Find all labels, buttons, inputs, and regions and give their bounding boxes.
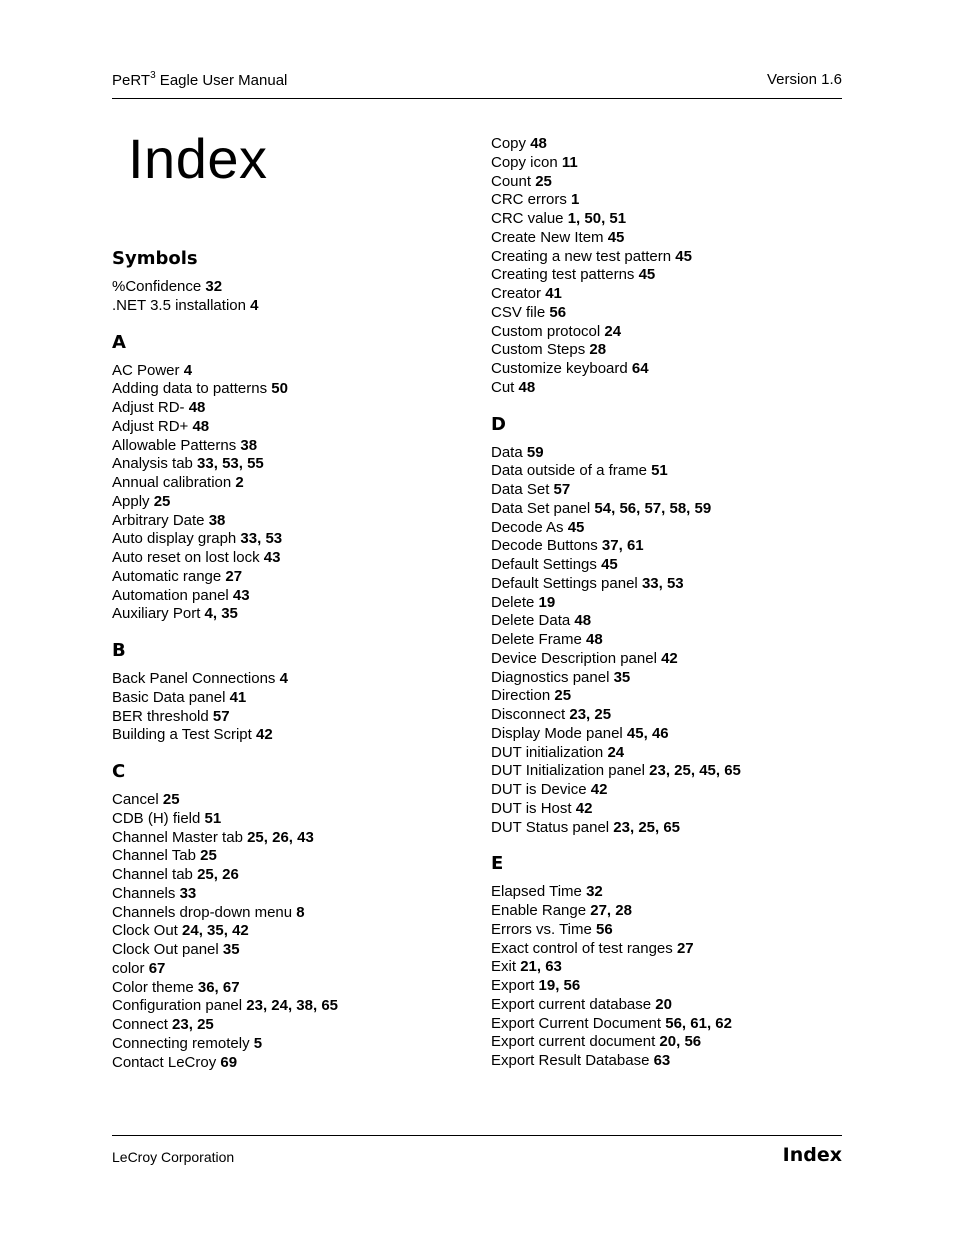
index-entry bbox=[491, 173, 851, 192]
index-term: CRC errors bbox=[491, 191, 567, 209]
index-term: DUT Initialization panel bbox=[491, 762, 645, 780]
index-entry bbox=[112, 362, 472, 381]
index-page-refs: 42 bbox=[575, 799, 593, 817]
index-entry bbox=[491, 996, 851, 1015]
index-term: CDB (H) field bbox=[112, 809, 201, 827]
index-section bbox=[491, 135, 851, 398]
index-entry bbox=[491, 612, 851, 631]
index-page-refs: 41 bbox=[545, 285, 562, 302]
index-section bbox=[491, 853, 851, 1071]
index-page-refs: 23, 25 bbox=[172, 1016, 214, 1033]
index-page-refs: 43 bbox=[232, 586, 250, 604]
index-term: Decode Buttons bbox=[491, 537, 598, 555]
index-term: Analysis tab bbox=[112, 455, 193, 473]
page-title: Index bbox=[128, 127, 268, 190]
index-page-refs: 1 bbox=[571, 191, 580, 209]
index-page-refs: 48 bbox=[518, 378, 536, 396]
index-page-refs: 19, 56 bbox=[538, 977, 581, 994]
index-term: Arbitrary Date bbox=[112, 511, 205, 529]
index-term: Data Set bbox=[491, 481, 550, 498]
index-entry bbox=[491, 500, 851, 519]
section-heading: E bbox=[491, 853, 504, 875]
index-term: Count bbox=[491, 172, 532, 190]
index-entry bbox=[112, 829, 472, 848]
index-page-refs: 48 bbox=[574, 612, 592, 630]
index-term: Export Current Document bbox=[491, 1014, 662, 1032]
index-page-refs: 38 bbox=[240, 436, 258, 454]
index-page-refs: 67 bbox=[148, 959, 166, 977]
index-entry bbox=[491, 940, 851, 959]
index-term: Color theme bbox=[112, 978, 194, 996]
index-term: Channels drop-down menu bbox=[112, 903, 293, 921]
index-term: BER threshold bbox=[112, 707, 209, 725]
index-term: Annual calibration bbox=[112, 474, 232, 491]
index-term: Channel tab bbox=[112, 866, 193, 883]
index-term: Channel Tab bbox=[112, 847, 196, 865]
index-term: Back Panel Connections bbox=[112, 670, 276, 687]
index-term: Delete bbox=[491, 593, 535, 611]
index-entry bbox=[491, 744, 851, 763]
index-page-refs: 64 bbox=[631, 360, 649, 377]
index-entry bbox=[491, 781, 851, 800]
index-page-refs: 4, 35 bbox=[204, 605, 238, 623]
index-page-refs: 25 bbox=[153, 492, 171, 510]
index-entry bbox=[112, 885, 472, 904]
index-term: Channels bbox=[112, 884, 176, 902]
index-entry bbox=[491, 1015, 851, 1034]
index-entry bbox=[491, 762, 851, 781]
index-page-refs: 57 bbox=[553, 481, 571, 498]
index-page-refs: 20 bbox=[655, 995, 672, 1013]
index-term: Data Set panel bbox=[491, 499, 591, 517]
index-entry bbox=[112, 474, 472, 493]
index-entry bbox=[112, 512, 472, 531]
index-entry bbox=[491, 883, 851, 902]
index-entry bbox=[491, 725, 851, 744]
index-entry bbox=[491, 706, 851, 725]
index-section bbox=[491, 414, 851, 838]
index-page-refs: 56, 61, 62 bbox=[665, 1014, 732, 1032]
index-page-refs: 23, 25, 45, 65 bbox=[649, 762, 741, 780]
index-page-refs: 23, 24, 38, 65 bbox=[246, 997, 339, 1015]
index-page-refs: 33, 53 bbox=[641, 574, 684, 592]
index-page-refs: 48 bbox=[586, 631, 603, 648]
index-page-refs: 43 bbox=[263, 549, 281, 566]
index-term: Data bbox=[491, 443, 523, 461]
index-term: Delete Frame bbox=[491, 631, 582, 648]
index-page-refs: 33 bbox=[179, 884, 197, 902]
index-page-refs: 51 bbox=[651, 462, 668, 480]
index-entry bbox=[491, 537, 851, 556]
index-entry bbox=[491, 1033, 851, 1052]
index-page-refs: 63 bbox=[653, 1052, 671, 1069]
index-page-refs: 4 bbox=[279, 670, 288, 687]
index-term: Cancel bbox=[112, 791, 159, 808]
index-entry bbox=[491, 650, 851, 669]
index-entry bbox=[491, 687, 851, 706]
version-label: Version 1.6 bbox=[766, 71, 842, 88]
index-section bbox=[112, 640, 472, 745]
index-page-refs: 25 bbox=[535, 172, 552, 190]
index-term: DUT is Host bbox=[491, 799, 572, 817]
index-term: Channel Master tab bbox=[112, 828, 243, 846]
index-term: Clock Out bbox=[112, 922, 178, 940]
index-entry bbox=[491, 631, 851, 650]
index-entry bbox=[491, 556, 851, 575]
index-entry bbox=[491, 519, 851, 538]
index-term: Allowable Patterns bbox=[112, 436, 237, 454]
index-page-refs: 23, 25, 65 bbox=[613, 818, 681, 836]
index-page-refs: 69 bbox=[220, 1053, 238, 1071]
index-page-refs: 48 bbox=[192, 417, 210, 435]
index-term: Automatic range bbox=[112, 567, 222, 585]
index-entry bbox=[491, 341, 851, 360]
index-page-refs: 25, 26, 43 bbox=[247, 828, 314, 846]
index-term: Errors vs. Time bbox=[491, 920, 592, 938]
index-entry bbox=[112, 587, 472, 606]
index-term: Data outside of a frame bbox=[491, 462, 647, 480]
index-term: Automation panel bbox=[112, 586, 229, 604]
index-section bbox=[112, 761, 472, 1072]
index-term: Creator bbox=[491, 285, 542, 302]
index-page-refs: 48 bbox=[188, 399, 206, 416]
index-entry bbox=[112, 979, 472, 998]
index-entry bbox=[112, 549, 472, 568]
index-entry bbox=[491, 977, 851, 996]
index-page-refs: 35 bbox=[222, 941, 240, 958]
index-column-left bbox=[112, 248, 472, 1088]
index-entry bbox=[491, 304, 851, 323]
section-heading: A bbox=[112, 331, 126, 353]
index-term: Export current database bbox=[491, 995, 652, 1013]
index-term: Create New Item bbox=[491, 228, 604, 246]
index-entry bbox=[491, 229, 851, 248]
index-term: Export bbox=[491, 977, 535, 994]
index-entry bbox=[112, 380, 472, 399]
index-entry bbox=[491, 135, 851, 154]
index-page-refs: 50 bbox=[271, 380, 288, 398]
index-page-refs: 20, 56 bbox=[659, 1033, 702, 1051]
index-term: CSV file bbox=[491, 303, 546, 321]
index-term: Custom Steps bbox=[491, 341, 586, 359]
index-term: Connect bbox=[112, 1016, 168, 1033]
index-page-refs: 51 bbox=[204, 809, 222, 827]
index-page-refs: 56 bbox=[596, 920, 613, 938]
section-heading: Symbols bbox=[112, 248, 198, 269]
index-term: .NET 3.5 installation bbox=[112, 296, 246, 314]
index-page-refs: 57 bbox=[212, 707, 230, 725]
index-term: Direction bbox=[491, 687, 551, 705]
section-heading: B bbox=[112, 640, 126, 661]
index-entry bbox=[491, 266, 851, 285]
index-entry bbox=[491, 669, 851, 688]
index-term: Cut bbox=[491, 378, 515, 396]
index-page-refs: 45, 46 bbox=[626, 724, 669, 742]
index-page-refs: 56 bbox=[549, 303, 567, 321]
index-entry bbox=[112, 941, 472, 960]
index-section bbox=[112, 248, 472, 316]
index-term: Adjust RD- bbox=[112, 399, 185, 416]
index-entry bbox=[112, 399, 472, 418]
index-entry bbox=[491, 210, 851, 229]
index-page-refs: 25 bbox=[162, 791, 180, 808]
index-page-refs: 24 bbox=[607, 743, 625, 761]
company-name: LeCroy Corporation bbox=[112, 1149, 235, 1165]
index-term: Basic Data panel bbox=[112, 688, 226, 706]
index-page-refs: 48 bbox=[530, 135, 547, 152]
index-term: Elapsed Time bbox=[491, 883, 582, 901]
index-page-refs: 45 bbox=[638, 266, 656, 284]
index-entry bbox=[491, 248, 851, 267]
index-page-refs: 33, 53, 55 bbox=[197, 455, 264, 473]
index-term: Disconnect bbox=[491, 706, 566, 723]
index-entry bbox=[112, 493, 472, 512]
index-entry bbox=[112, 455, 472, 474]
index-term: Adding data to patterns bbox=[112, 380, 268, 398]
index-page-refs: 4 bbox=[250, 296, 259, 314]
index-term: Configuration panel bbox=[112, 997, 243, 1015]
index-page-refs: 21, 63 bbox=[520, 958, 562, 976]
index-entry bbox=[491, 191, 851, 210]
section-heading: C bbox=[112, 761, 126, 782]
index-term: DUT is Device bbox=[491, 781, 587, 798]
page-header bbox=[112, 68, 842, 99]
index-entry bbox=[491, 1052, 851, 1071]
index-term: Adjust RD+ bbox=[112, 417, 189, 435]
index-column-right bbox=[491, 135, 851, 1087]
index-entry bbox=[112, 530, 472, 549]
index-page-refs: 35 bbox=[613, 668, 631, 686]
index-page-refs: 45 bbox=[675, 247, 692, 265]
index-entry bbox=[491, 360, 851, 379]
index-entry bbox=[112, 708, 472, 727]
page-footer bbox=[112, 1135, 842, 1172]
index-page-refs: 38 bbox=[208, 511, 226, 529]
index-page-refs: 27 bbox=[225, 567, 243, 585]
index-entry bbox=[112, 437, 472, 456]
index-term: Creating a new test pattern bbox=[491, 247, 672, 265]
index-entry bbox=[112, 605, 472, 624]
index-entry bbox=[491, 323, 851, 342]
index-term: %Confidence bbox=[112, 278, 202, 295]
index-term: Device Description panel bbox=[491, 649, 657, 667]
index-entry bbox=[112, 297, 472, 316]
index-page-refs: 5 bbox=[253, 1034, 263, 1052]
index-term: Display Mode panel bbox=[491, 724, 623, 742]
index-term: Diagnostics panel bbox=[491, 668, 610, 686]
index-term: CRC value bbox=[491, 210, 564, 227]
index-term: Clock Out panel bbox=[112, 941, 219, 958]
index-page-refs: 42 bbox=[590, 781, 608, 798]
index-term: Auto display graph bbox=[112, 530, 237, 548]
index-term: Custom protocol bbox=[491, 322, 601, 340]
index-entry bbox=[112, 1016, 472, 1035]
index-term: Export current document bbox=[491, 1033, 656, 1051]
index-page-refs: 45 bbox=[567, 518, 585, 536]
index-entry bbox=[112, 418, 472, 437]
index-page-refs: 1, 50, 51 bbox=[567, 210, 627, 227]
index-term: Default Settings panel bbox=[491, 574, 638, 592]
index-section bbox=[112, 332, 472, 625]
index-entry bbox=[112, 689, 472, 708]
index-term: DUT Status panel bbox=[491, 818, 610, 836]
index-term: Exact control of test ranges bbox=[491, 939, 673, 957]
index-page-refs: 2 bbox=[235, 474, 244, 491]
index-term: Copy icon bbox=[491, 153, 558, 171]
index-term: Building a Test Script bbox=[112, 726, 252, 744]
index-entry bbox=[112, 278, 472, 297]
index-page-refs: 28 bbox=[589, 341, 607, 359]
index-entry bbox=[112, 1035, 472, 1054]
index-entry bbox=[112, 670, 472, 689]
index-entry bbox=[491, 819, 851, 838]
index-page-refs: 8 bbox=[296, 903, 305, 921]
index-entry bbox=[112, 922, 472, 941]
index-entry bbox=[491, 379, 851, 398]
index-entry bbox=[491, 154, 851, 173]
index-term: Creating test patterns bbox=[491, 266, 635, 284]
superscript: 3 bbox=[150, 70, 156, 81]
index-term: Enable Range bbox=[491, 902, 587, 919]
index-term: Apply bbox=[112, 492, 150, 510]
index-page-refs: 24, 35, 42 bbox=[182, 922, 249, 940]
index-page-refs: 54, 56, 57, 58, 59 bbox=[594, 499, 712, 517]
index-page-refs: 27 bbox=[676, 939, 694, 957]
index-page-refs: 25 bbox=[200, 847, 217, 865]
index-term: DUT initialization bbox=[491, 743, 604, 761]
index-entry bbox=[112, 997, 472, 1016]
index-entry bbox=[491, 594, 851, 613]
index-term: Auto reset on lost lock bbox=[112, 549, 260, 566]
index-term: AC Power bbox=[112, 361, 180, 379]
section-heading: D bbox=[491, 413, 506, 435]
footer-section-title: Index bbox=[782, 1144, 842, 1166]
index-term: Copy bbox=[491, 135, 527, 152]
index-term: Exit bbox=[491, 958, 517, 976]
index-entry bbox=[112, 810, 472, 829]
index-page-refs: 4 bbox=[183, 361, 193, 379]
index-entry bbox=[112, 866, 472, 885]
index-entry bbox=[112, 568, 472, 587]
index-term: Connecting remotely bbox=[112, 1034, 250, 1052]
index-page-refs: 33, 53 bbox=[240, 530, 283, 548]
index-entry bbox=[491, 800, 851, 819]
index-entry bbox=[491, 462, 851, 481]
index-page-refs: 45 bbox=[601, 556, 618, 573]
index-page-refs: 25, 26 bbox=[197, 866, 239, 883]
index-term: Customize keyboard bbox=[491, 360, 628, 377]
index-entry bbox=[112, 791, 472, 810]
manual-title: PeRT$^3$ Eagle User Manual bbox=[112, 70, 288, 89]
index-page-refs: 42 bbox=[255, 726, 273, 744]
index-page-refs: 23, 25 bbox=[569, 706, 612, 723]
index-term: Auxiliary Port bbox=[112, 605, 201, 623]
index-page-refs: 42 bbox=[661, 649, 678, 667]
index-term: Delete Data bbox=[491, 612, 571, 630]
index-entry bbox=[491, 285, 851, 304]
index-term: Default Settings bbox=[491, 556, 597, 573]
index-page-refs: 24 bbox=[604, 322, 622, 340]
index-entry bbox=[491, 444, 851, 463]
index-page-refs: 32 bbox=[205, 278, 223, 295]
index-term: Contact LeCroy bbox=[112, 1053, 217, 1071]
index-page-refs: 36, 67 bbox=[197, 978, 240, 996]
index-entry bbox=[112, 847, 472, 866]
index-page-refs: 59 bbox=[526, 443, 544, 461]
index-page-refs: 45 bbox=[607, 228, 625, 246]
index-page-refs: 19 bbox=[538, 593, 556, 611]
index-term: Decode As bbox=[491, 518, 564, 536]
index-entry bbox=[112, 904, 472, 923]
index-page-refs: 11 bbox=[561, 153, 578, 171]
index-entry bbox=[491, 958, 851, 977]
index-entry bbox=[112, 960, 472, 979]
index-entry bbox=[491, 481, 851, 500]
index-term: color bbox=[112, 959, 145, 977]
index-page-refs: 27, 28 bbox=[590, 902, 632, 919]
index-term: Export Result Database bbox=[491, 1052, 650, 1069]
index-entry bbox=[491, 575, 851, 594]
index-page-refs: 41 bbox=[229, 688, 247, 706]
index-entry bbox=[112, 1054, 472, 1073]
index-page-refs: 25 bbox=[554, 687, 572, 705]
index-page-refs: 37, 61 bbox=[601, 537, 644, 555]
index-page-refs: 32 bbox=[586, 883, 603, 901]
index-entry bbox=[491, 921, 851, 940]
index-entry bbox=[112, 726, 472, 745]
index-entry bbox=[491, 902, 851, 921]
